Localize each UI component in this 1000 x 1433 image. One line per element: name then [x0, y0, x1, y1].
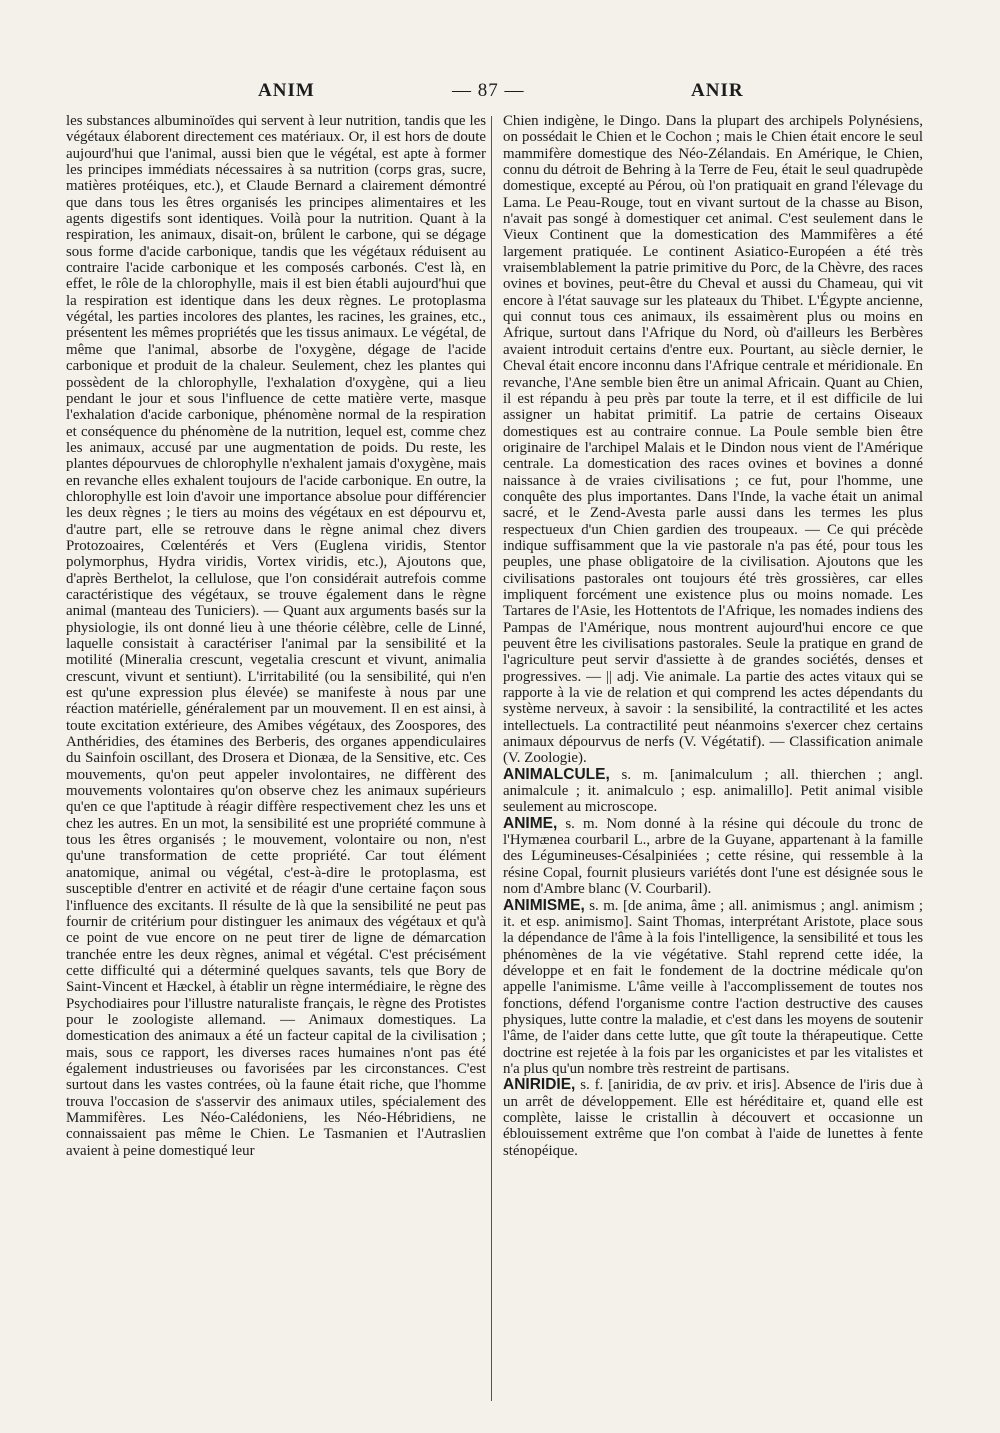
entry-headword: ANIMALCULE,	[503, 765, 610, 783]
column-divider	[491, 116, 492, 1401]
entry-text: s. m. [de anima, âme ; all. animismus ; angl. animism ; it. et esp. animismo]. Saint Thomas, interprétant Aristote, place sous la dépendance de l'âme à la fois l'intelligence, la sensibilité et tous les phénomènes de la vie végétative. Stahl reprend cette idée, la développe et en fait le fondement de la doctrine médicale qu'on appelle l'animisme. L'âme veille à l'accomplissement de toutes nos fonctions, défend l'organisme contre l'action destructive des causes physiques, lutte contre la maladie, et c'est dans les moyens de soutenir l'âme, de l'aider dans cette lutte, que gît toute la thérapeutique. Cette doctrine est rejetée à la fois par les organicistes et par les vitalistes et n'a plus qu'un nombre très restreint de partisans.	[503, 897, 923, 1077]
entry-anime	[503, 816, 923, 898]
running-head-left: ANIM	[258, 80, 315, 101]
entry-headword: ANIMISME,	[503, 896, 585, 914]
running-head-right: ANIR	[691, 80, 744, 101]
entry-animalcule	[503, 767, 923, 816]
entry-text: s. f. [aniridia, de αν priv. et iris]. Absence de l'iris due à un arrêt de développement. Elle est héréditaire et, quand elle est complète, laisse le cristallin à découvert et occasionne un éblouissement extrême que l'on combat à l'aide de lunettes à fente sténopéique.	[503, 1077, 923, 1159]
right-column	[503, 113, 923, 1159]
entry-aniridie	[503, 1077, 923, 1159]
entry-animisme	[503, 898, 923, 1078]
entry-text: s. m. Nom donné à la résine qui découle du tronc de l'Hymænea courbaril L., arbre de la Guyane, appartenant à la famille des Légumineuses-Césalpiniées ; cette résine, qui ressemble à la résine Copal, fournit plusieurs variétés dont l'une est désignée sous le nom d'Ambre blanc (V. Courbaril).	[503, 815, 923, 898]
page-number: — 87 —	[452, 80, 525, 101]
left-column-text: les substances albuminoïdes qui servent à leur nutrition, tandis que les végétaux élaborent directement ces matériaux. Or, il est hors de doute aujourd'hui que l'animal, aussi bien que le végétal, est apte à former les principes immédiats nécessaires à sa nutrition (corps gras, sucre, matières protéiques, etc.), et Claude Bernard a clairement démontré que dans tous les êtres organisés les principes alimentaires et les agents digestifs sont identiques. Voilà pour la nutrition. Quant à la respiration, les animaux, disait-on, brûlent le carbone, qui se dégage sous forme d'acide carbonique, tandis que les végétaux réduisent au contraire l'acide carbonique et les composés carbonés. C'est là, en effet, le rôle de la chlorophylle, mais il est bien établi aujourd'hui que la respiration est identique dans les deux règnes. Le protoplasma végétal, les parties incolores des plantes, les racines, les graines, etc., présentent les mêmes propriétés que les tissus animaux. Le végétal, de même que l'animal, absorbe de l'oxygène, dégage de l'acide carbonique et produit de la chaleur. Seulement, chez les plantes qui possèdent de la chlorophylle, l'exhalation d'oxygène, qui a lieu pendant le jour et sous l'influence de cette matière verte, masque l'exhalation d'acide carbonique, phénomène normal de la respiration et conséquence du phénomène de la nutrition, lequel est, comme chez les animaux, accusé par une augmentation de poids. Du reste, les plantes dépourvues de chlorophylle n'exhalent jamais d'oxygène, mais en revanche elles exhalent toujours de l'acide carbonique. En outre, la chlorophylle est loin d'avoir une importance absolue pour différencier les deux règnes ; le tiers au moins des végétaux en est dépourvu et, d'autre part, elle se retrouve dans le règne animal chez divers Protozoaires, Cœlentérés et Vers (Euglena viridis, Stentor polymorphus, Hydra viridis, Vortex viridis, etc.), Ajoutons que, d'après Berthelot, la cellulose, que l'on considérait autrefois comme caractéristique des végétaux, se trouve également dans le règne animal (manteau des Tuniciers). — Quant aux arguments basés sur la physiologie, ils ont donné lieu à une théorie célèbre, celle de Linné, laquelle consistait à caractériser l'animal par la sensibilité et la motilité (Mineralia crescunt, vegetalia crescunt et vivunt, animalia crescunt, vivunt et sentiunt). L'irritabilité (ou la sensibilité, qui n'en est qu'une expression plus élevée) se manifeste à nous par une réaction matérielle, généralement par un mouvement. Il en est ainsi, à toute excitation extérieure, des Amibes végétaux, des Zoospores, des Anthéridies, des étamines des Berberis, des organes appendiculaires du Sainfoin oscillant, des Drosera et Dionæa, de la Sensitive, etc. Ces mouvements, qu'on peut appeler involontaires, ne diffèrent des mouvements volontaires qu'on observe chez les animaux supérieurs qu'en ce que l'aptitude à réagir diffère respectivement chez les uns et chez les autres. En un mot, la sensibilité est une propriété commune à tous les êtres organisés ; le mouvement, volontaire ou non, n'est qu'une transformation de cette propriété. Car tout élément anatomique, animal ou végétal, c'est-à-dire le protoplasma, est susceptible d'entrer en activité et de réagir d'une certaine façon sous l'influence des excitants. Il résulte de là que la sensibilité ne peut pas fournir de critérium pour distinguer les animaux des végétaux et qu'à ce point de vue encore on ne peut tirer de ligne de démarcation tranchée entre les deux règnes, animal et végétal. C'est précisément cette difficulté qui a déterminé quelques savants, tels que Bory de Saint-Vincent et Hæckel, à établir un règne intermédiaire, le règne des Psychodiaires pour l'illustre naturaliste français, le règne des Protistes pour le zoologiste allemand. — Animaux domestiques. La domestication des animaux a été un facteur capital de la civilisation ; mais, sous ce rapport, les diverses races humaines n'ont pas été également industrieuses ou favorisées par les circonstances. C'est surtout dans les vastes contrées, où la faune était riche, que l'homme trouva l'occasion de s'asservir des animaux utiles, spécialement des Mammifères. Les Néo-Calédoniens, les Néo-Hébridiens, ne connaissaient pas même le Chien. Le Tasmanien et l'Autraslien avaient à peine domestiqué leur	[66, 113, 486, 1159]
entry-headword: ANIRIDIE,	[503, 1076, 576, 1094]
entry-text: s. m. [animalculum ; all. thierchen ; angl. animalcule ; it. animalculo ; esp. animalillo]. Petit animal visible seulement au microscope.	[503, 766, 923, 816]
entry-headword: ANIME,	[503, 814, 558, 832]
right-column-text: Chien indigène, le Dingo. Dans la plupart des archipels Polynésiens, on possédait le Chien et le Cochon ; mais le Chien était encore le seul mammifère domestique des Néo-Zélandais. En Amérique, le Chien, connu du détroit de Behring à la Terre de Feu, était le seul quadrupède domestique, excepté au Pérou, où l'on pratiquait en grand l'élevage du Lama. Le Peau-Rouge, tout en vivant surtout de la chasse au Bison, n'avait pas songé à domestiquer cet animal. C'est seulement dans le Vieux Continent que la domestication des Mammifères a été largement pratiquée. Le continent Asiatico-Européen a été très vraisemblablement la patrie primitive du Porc, de la Chèvre, des races ovines et bovines, peut-être du Cheval et aussi du Chameau, qui vit encore à l'état sauvage sur les plateaux du Thibet. L'Égypte ancienne, qui connut tous ces animaux, ils essaimèrent plus ou moins en Afrique, surtout dans l'Afrique du Nord, où d'ailleurs les Berbères avaient introduit certains d'entre eux. Pourtant, au siècle dernier, le Cheval était encore inconnu dans l'Afrique centrale et méridionale. En revanche, l'Ane semble bien être un animal Africain. Quant au Chien, il est répandu à peu près par toute la terre, et il est difficile de lui assigner un habitat primitif. La patrie de certains Oiseaux domestiques est au contraire connue. La Poule semble bien être originaire de l'archipel Malais et le Dindon nous vient de l'Amérique centrale. La domestication des races ovines et bovines a donné naissance à de vraies civilisations ; ce fut, pour l'homme, une conquête des plus importantes. Dans l'Inde, la vache était un animal sacré, et le Zend-Avesta parle aussi dans les termes les plus respectueux d'un Chien gardien des troupeaux. — Ce qui précède indique suffisamment que la vie pastorale n'a pas été, pour tous les peuples, une phase obligatoire de la civilisation. Ajoutons que les civilisations pastorales ont toujours été très grossières, car elles impliquent forcément une existence plus ou moins nomade. Les Tartares de l'Asie, les Hottentots de l'Afrique, les nomades indiens des Pampas de l'Amérique, nous montrent aujourd'hui encore ce que peuvent être les civilisations pastorales. Seule la pratique en grand de l'agriculture peut servir d'assiette à de grandes sociétés, denses et progressives. — || adj. Vie animale. La partie des actes vitaux qui se rapporte à la vie de relation et qui comprend les actes dépendants du système nerveux, à savoir : la sensibilité, la contractilité et les actes intellectuels. La contractilité peut néanmoins s'exercer chez certains animaux dépourvus de nerfs (V. Végétatif). — Classification animale (V. Zoologie).	[503, 113, 923, 767]
left-column	[66, 113, 486, 1159]
